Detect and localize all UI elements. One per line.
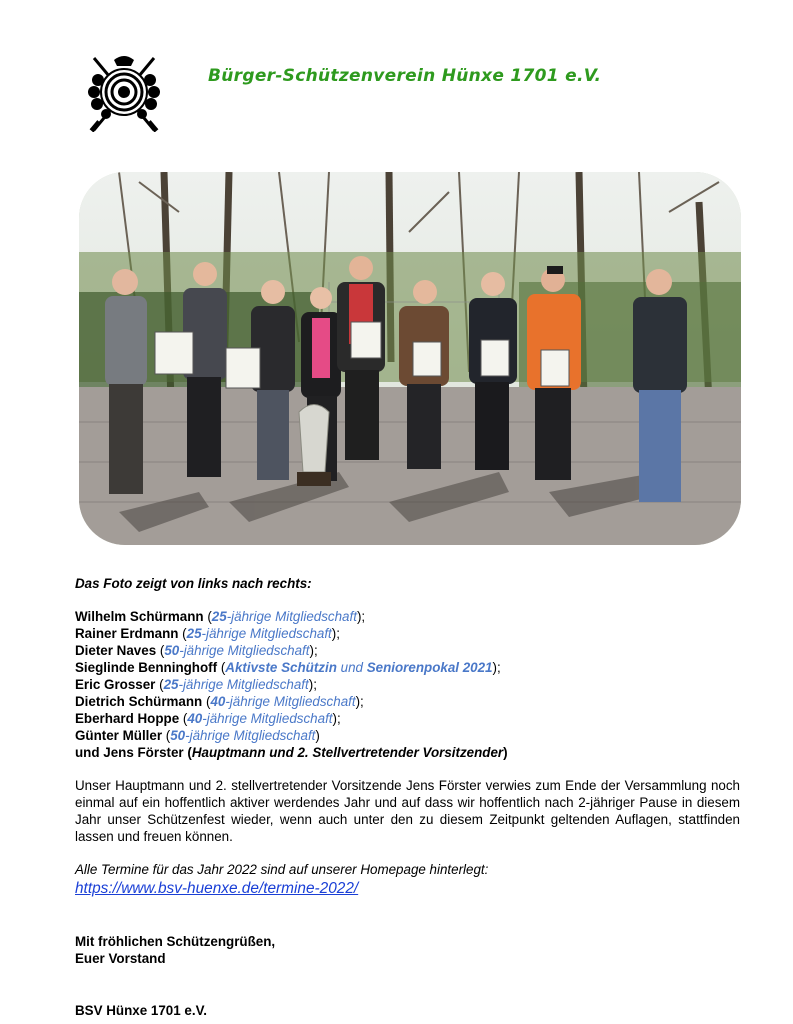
article-body — [75, 575, 740, 1019]
list-item: Dieter Naves (50-jährige Mitgliedschaft); — [75, 643, 318, 658]
group-photo — [79, 172, 741, 545]
termine-text: Alle Termine für das Jahr 2022 sind auf unserer Homepage hinterlegt: https://www.bsv-huenxe.de/termine-2022/ — [75, 861, 740, 898]
list-item: Günter Müller (50-jährige Mitgliedschaft) — [75, 728, 320, 743]
list-item: Wilhelm Schürmann (25-jährige Mitgliedschaft); — [75, 609, 366, 624]
list-item: Sieglinde Benninghoff (Aktivste Schützin und Seniorenpokal 2021); — [75, 660, 501, 675]
list-item: und Jens Förster (Hauptmann und 2. Stellvertretender Vorsitzender) — [75, 745, 508, 760]
termine-link[interactable]: https://www.bsv-huenxe.de/termine-2022/ — [75, 880, 359, 897]
club-logo-icon — [84, 50, 164, 132]
closing-greeting: Mit fröhlichen Schützengrüßen, Euer Vorstand — [75, 934, 276, 966]
people-list — [75, 608, 740, 761]
list-item: Dietrich Schürmann (40-jährige Mitgliedschaft); — [75, 694, 364, 709]
list-item: Eberhard Hoppe (40-jährige Mitgliedschaft); — [75, 711, 341, 726]
list-item: Rainer Erdmann (25-jährige Mitgliedschaft); — [75, 626, 340, 641]
body-paragraph: Unser Hauptmann und 2. stellvertretender Vorsitzende Jens Förster verwies zum Ende der Versammlung noch einmal auf ein hoffentlich aktiver werdendes Jahr und auf dass wir hoffentlich nach 2-jähriger Pause in diesem Jahr unser Schützenfest wieder, wenn auch unter den zu diesem Zeitpunkt geltenden Auflagen, stattfinden lassen und freuen können. — [75, 778, 740, 844]
org-title: Bürger-Schützenverein Hünxe 1701 e.V. — [208, 66, 602, 86]
signoff: BSV Hünxe 1701 e.V. — [75, 1003, 207, 1018]
list-item: Eric Grosser (25-jährige Mitgliedschaft); — [75, 677, 317, 692]
caption-intro: Das Foto zeigt von links nach rechts: — [75, 576, 312, 591]
